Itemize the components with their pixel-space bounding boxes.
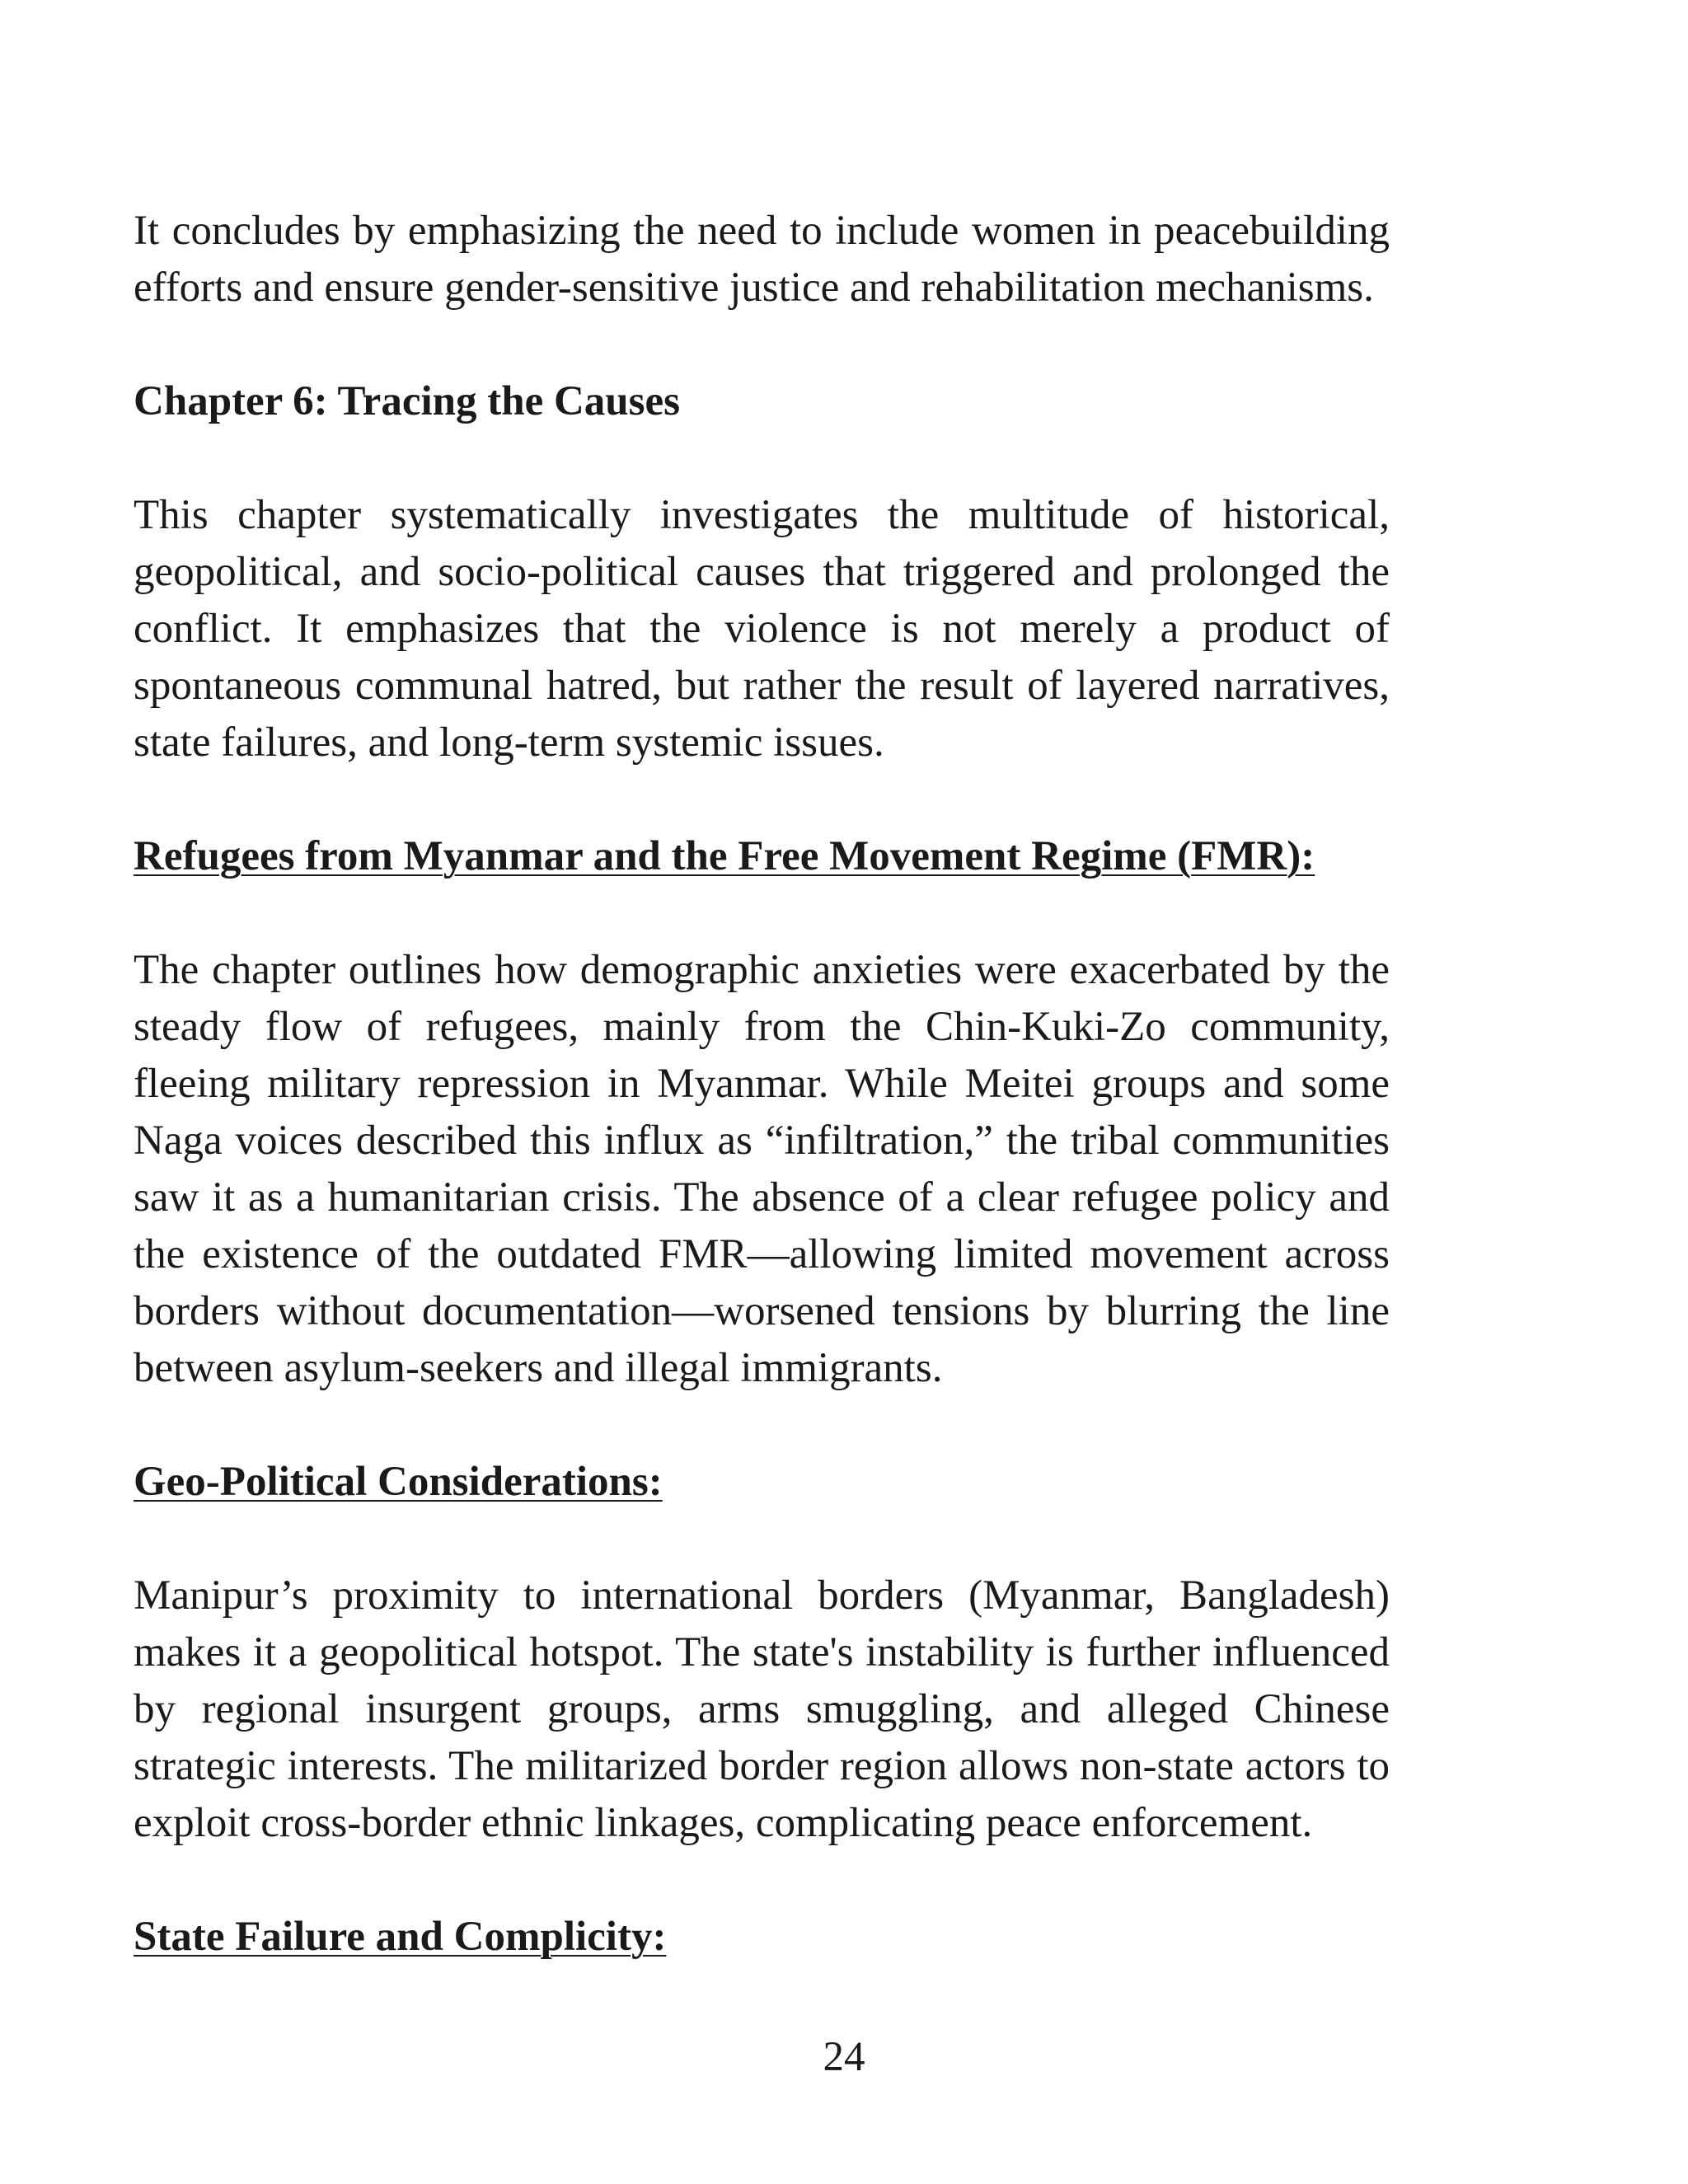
page-content	[134, 203, 1390, 1966]
section-heading-refugees: Refugees from Myanmar and the Free Movement Regime (FMR):	[134, 833, 1315, 879]
page-number: 24	[823, 2034, 865, 2080]
section-heading-state-failure: State Failure and Complicity:	[134, 1914, 667, 1960]
spacer	[134, 316, 1390, 373]
chapter-heading: Chapter 6: Tracing the Causes	[134, 378, 680, 424]
chapter-intro-paragraph: This chapter systematically investigates the multitude of historical, geopolitical, and socio-political causes that triggered and prolonged the conflict. It emphasizes that the violence is not merely a product of spontaneous communal hatred, but rather the result of layered narratives, state failures, and long-term systemic issues.	[134, 492, 1390, 766]
spacer	[134, 885, 1390, 942]
intro-paragraph: It concludes by emphasizing the need to include women in peacebuilding efforts and ensure gender-sensitive justice and rehabilitation mechanisms.	[134, 208, 1390, 311]
spacer	[134, 1511, 1390, 1568]
spacer	[134, 1852, 1390, 1909]
section-heading-geopolitical: Geo-Political Considerations:	[134, 1459, 663, 1505]
spacer	[134, 430, 1390, 487]
section-body-refugees: The chapter outlines how demographic anxieties were exacerbated by the steady flow of refugees, mainly from the Chin-Kuki-Zo community, fleeing military repression in Myanmar. While Meitei groups and some Naga voices described this influx as “infiltration,” the tribal communities saw it as a humanitarian crisis. The absence of a clear refugee policy and the existence of the outdated FMR—allowing limited movement across borders without documentation—worsened tensions by blurring the line between asylum-seekers and illegal immigrants.	[134, 947, 1390, 1391]
spacer	[134, 771, 1390, 828]
spacer	[134, 1397, 1390, 1454]
section-body-geopolitical: Manipur’s proximity to international borders (Myanmar, Bangladesh) makes it a geopolitical hotspot. The state's instability is further influenced by regional insurgent groups, arms smuggling, and alleged Chinese strategic interests. The militarized border region allows non-state actors to exploit cross-border ethnic linkages, complicating peace enforcement.	[134, 1572, 1390, 1846]
